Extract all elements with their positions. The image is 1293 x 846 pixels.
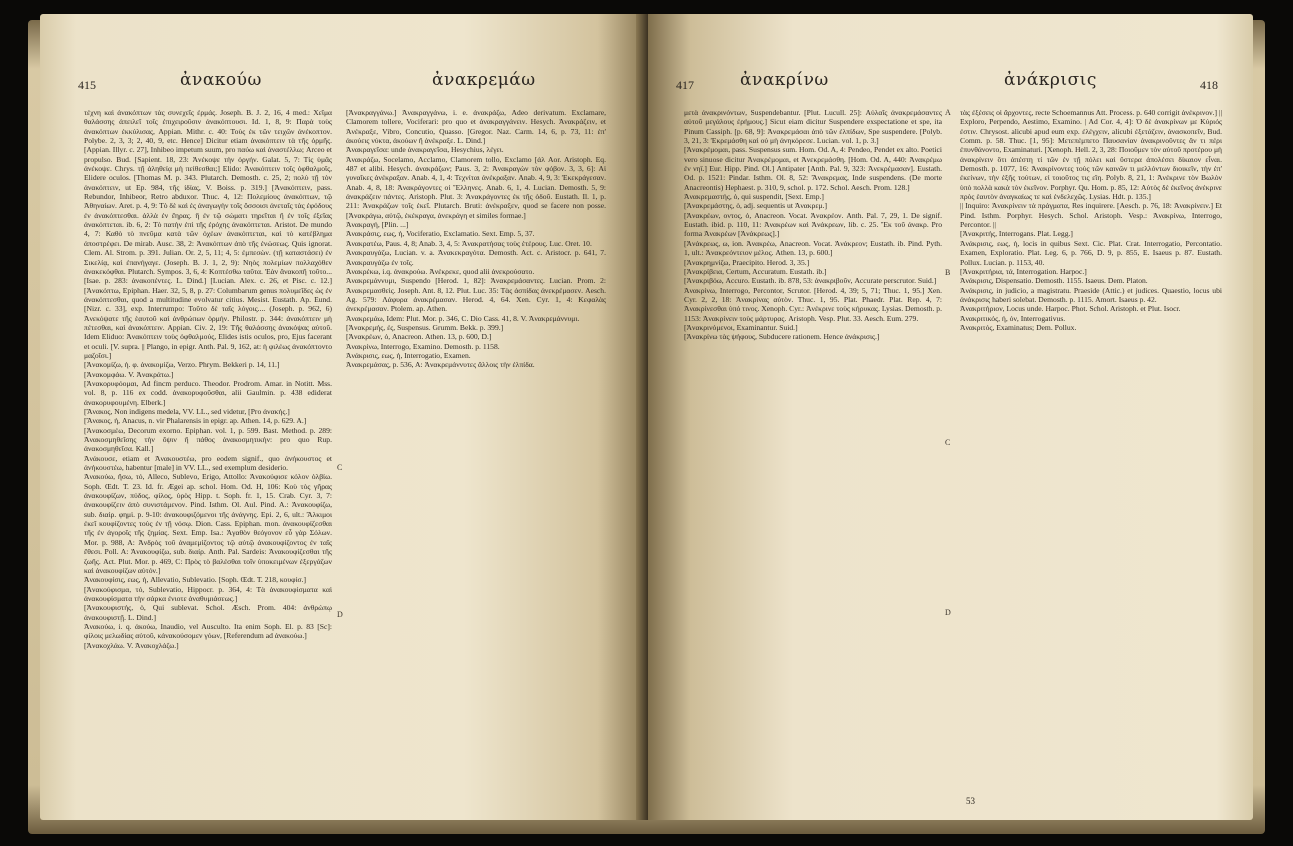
left-page-header bbox=[40, 72, 646, 98]
left-page-column-1: τέχνη καὶ ἀνακόπτων τὰς συνεχεῖς ἐρμάς. Joseph. B. J. 2, 16, 4 med.: Χεῖμα θαλάσσης ἀπειλεῖ τοῖς ἐπιχειροῦσιν ἀνακόπτουσι. Id. 1, 8, 9: Παρὰ τοὺς ἀνακόπτων ἐκκύλισας, Appian. Mithr. c. 40: Τοὺς ἐκ τῶν τειχῶν ἀνέκοπτον. Polybe. 2, 3, 3; 2, 40, 9, etc. Hence] Dicitur etiam ἀνακόπτειν τὰ τῆς ὁρμῆς. [Appian. Illyr. c. 27], Inhibeo impetum suum, pro παύω καὶ ἀναστέλλω; Arceo et propulso. Bud. [Sapient. 18, 23: Ἀνέκοψε τὴν ὀργήν. Galat. 5, 7: Τίς ὑμᾶς ἀνέκοψε. Chrys. τῇ ἀληθείᾳ μὴ πείθεσθαι;] Elido: Ἀνακόπτειν τοῖς ὀφθαλμοῖς, Elidere oculos. [Thomas M. p. 343. Plutarch. Demosth. c. 25, 2; πολὺ τῇ τὸν ἀνακόπτειν, ut Ep. 984, τῆς ἰδίας, V. Boiss. p. 319.] [Ἀνακόπτειν, pass. Rebundor, Inhibeor, Retro abduxor. Thuc. 4, 12: Πολεμίους ἀνακόπτων, τῷ Ἀθηναίων. Aret. p. 4, 9: Τὸ δὲ καὶ ἐς ἀναγωγὴν τοῖς ὄσσοισι ἀνεταῖς τὰς ἐφόδους ἐν ἀνακόπτεσθαι. ἀλλὰ ἐν ἔηρας. ἢ ἐν τῷ σώματι τηρεῖται ἢ ἐν τοῖς ἐξεῖας ἀνακόπτεται. ib. 6, 2: Τὸ πατὴν ἐπὶ τῆς ἐρόχης ἀνακόπτεται. Aristot. De mundo 4, 7: Καθὸ τὸ πνεῦμα κατὰ τῶν ὀχέων ἀνακόπτεται, καὶ τὸ κατέβλημα ἀποστρέφει. De mirab. Ausc. 38, 2: Ἀνακόπτων ἀπὸ τῆς ἐνώσεως. Quis ignorat. Clem. Al. Strom. p. 391. Julian. Or. 2, 5, 11; 4, 5: ἐμπεσὼν. (τῇ καταστάσει) ἐν Σικελίᾳ, καὶ ἐπανήγαγε. (Joseph. B. J. 1, 2, 9): Νηὸς πολεμίων πολλαχόθεν ἀνακεκόφθαι. Plutarch. Sympos. 3, 6, 4: Κοπτέσθω ταῦτα. Ἐὰν ἄνακοπῆ τοῦτο... [Isae. p. 283: ἀνακοπέντες. L. Dind.] [Lucian. Alex. c. 26, et Pisc. c. 12.] [Ἀνακόπτω, Epiphan. Haer. 32, 5, 8, p. 27: Columbarum genus πολυμεῖδες ὡς ἐν ἀνακόπτεσθαι, quod a multitudine evolvatur citius. Mesist. Eustath. Ap. Eund. [Nizr. c. 33], exp. Interrumpo: Τοῦτο δὲ ταῖς λόγοις.... (Joseph. p. 962, 6) Ἀνεκόψατε τῆς ἑαυτοῦ καὶ ἀνθρώπων ὁρμήν. Philostr. p. 344: ἀνακόπτειν μὴ πέτεσθαι, καὶ ἀνακόπτειν. Appian. Civ. 2, 19: Τῆς θαλάσσης ἀνακόψας αὐτοῦ. Idem Eliduo: Ἀνακόπτειν τοὺς ὀφθαλμούς, Elides istis oculos, pro, Ejus facerant et oculi. [V. supra. || Plango, in epigr. Anth. Pal. 9, 162, at: ἡ φιλέως ἀνακόπτοντο μαζοῖσι.] [Ἀνακομίζω, ἡ. φ. ἀνακομίζω, Verzo. Phrym. Bekkeri p. 14, 11.] [Ἀνακομφάω. V. Ἀνακράτω.] [Ἀνακορυφόομαι, Ad fincm perduco. Theodor. Prodrom. Amar. in Notitt. Mss. vol. 8, p. 116 ex codd. ἀνακορυφοῦσθαι, alii Gaulmin. p. 438 ediderat ἀνακορυφουμένη. Elberk.] [Ἄνακος, Non indigens medela, VV. LL., sed videtur, [Pro ἀνακής.] [Ἄνακος, ἡ, Anacus, n. vir Phalarensis in epigr. ap. Athen. 14, p. 629. A.] [Ἀνακοσμέω, Decorum exorno. Epiphan. vol. 1, p. 599. Bast. Method. p. 289: Ἀνακοσμηθεῖσης τὴν ὄψιν ἢ πάθος ἀνακοσμητικὴν: pro quo Rup. ἀνακοσμηθεῖσα. Kall.] Ἀνάκουσε, etiam et Ἀνακουστέω, pro eodem signif., quo ἀνήκουστος et ἀνήκουστέω, habentur [male] in VV. LL., sed exemplum desiderio. Ἀνακούω, ἤσω, τό, Alleco, Sublevo, Erigo, Attollo: Ἀνακούφισε κόλον ὀλβίω. Soph. Œdt. T. 23. Id. fr. Ægei ap. schol. Hom. Od. H, 106: Κοὺ τὸς γῆρας ἀνακουφίζων, πύδος, φίλος, ὑρὸς Hipp. t. Soph. fr. 1, 15. Crab. Cyr. 3, 7: ἀνακουφίζειν ἀπὸ συνιστάμενον. Pind. Isthm. Ol. Aul. Pind. A.: Ἀνακουφίζω, sub. διαίρ. φημὶ. p. 9-10: ἀνακουφιζόμενοι τῆς ἀνάγνης. Epi. 2, 6, ult.: Ἄλκιμοι ἐκεῖ κουφίζοντες τοὺς ἐν τῇ νόσῳ. Dion. Cass. Epiphan. mon. ἀνακουφίζεσθαι τῆς ἐν ἀγοροῖς τῆς ζημίας. Sext. Emp. Isa.: Ἀγαθὸν θεόγονον εὖ γὰρ Σόλων. Mor. p. 988, A: Ἀνδρὸς τοῦ ἀναμεμίζοντος τῷ αὐτῷ ἀνακουφίζοντος ἐν ταῖς ἔθεσι. Poll. A: Ἀνακουφίζω, sub. διαίρ. Anth. Pal. Sardeis: Ἀνακουφίζεσθαι τῆς ζωῆς. Act. Plut. Mor. p. 469, C: Πρὸς τὸ βαλέσθαι τοῖν ὑποκειμένων ἐξεργάζων καὶ ἀνακουφίζων αὐτόν.] Ἀνακουφίσις, εως, ἡ, Allevatio, Sublevatio. [Soph. Œdt. T. 218, κουφίσ.] [Ἀνακούφισμα, τό, Sublevatio, Hippocr. p. 364, 4: Τὰ ἀνακουφίσματα καὶ ἀνακουφίσματα τὴν σάρκα ἐνιοτε ἀναθυμιάσεως.] [Ἀνακουφιστής, ὁ, Qui sublevat. Schol. Æsch. Prom. 404: ἀνθρώπῳ ἀνακουφιστῇ. L. Dind.] Ἀνακούω, i. q. ἀκούω, Inaudio, vel Ausculto. Ita enim Soph. El. p. 83 [Sc]: φίλοις μελωδίας αὐτοῦ, κἀνακούσομεν γόων, [Referendum ad ἀνακούω.] [Ἀνακοχλάω. V. Ἀνακοχλάζω.] bbox=[84, 108, 332, 650]
right-page-column-2: τὰς ἐξέσεις οἱ ἄρχοντες, recte Schoemannus Att. Process. p. 640 corrigit ἀνέκρινον.] || Exploro, Perpendo, Aestimo, Examino. | Ad Cor. 4, 4]: Ὁ δὲ ἀνακρίνων με Κύριός ἐστιν. Chrysost. alicubi apud eum exp. ἐλέγχειν, alicubi ἐξετάζειν, ἀνασκοπεῖν, Bud. Comm. p. 58. Thuc. [1, 95]: Μετεπέμπετο Παυσανίαν ἀνακρινοῦντες ἂν τι πέρι ἐπυνθάνοντο, Examinaturi. [Xenoph. Hell. 2, 3, 28: Ποιοῦμεν τὸν αὐτοῦ προτέρου μὴ ἀνακρίνειν ὅτι ἀπέστη τί τῶν ἐν τῇ πόλει καὶ ὕστερα ἀπολέσει δίκαιον εἶναι. Demosth. p. 1077, 16: Ἀνακρίνοντες τοὺς τῶν καινῶν τι μελλόντων διοικεῖν, τὴν ἐπ' ἐκείνων, τὴν ἑξῆς τούτων, εἰ τοιοῦτος τις εἴη. Polyb. 8, 21, 1: Ἀνέκρινε τὸν Βωλὸν ὑπὸ πολλὰ κακὰ τὸν ἐκεῖνον. Porphyr. Qu. Hom. p. 85, 12: Αὐτὸς δὲ ἐκεῖνος ἀνέκρινε πρὸς ἑαυτὸν ἀναγκαίως τε καὶ ἐνδελεχῶς. Lysias. Hdt. p. 135.] || Inquiro: Ἀνακρίνειν τὰ πράγματα, Res inquirere. [Aesch. p. 76, 18: Ἀνακρίνειν.] Et Pind. Isthm. Porphyr. Hesych. Schol. Aristoph. Vesp.: Ἀνακρίνω, Interrogo, Percontor. || [Ἀνακριτής, Interrogans. Plat. Legg.] Ἀνάκρισις, εως, ἡ, locis in quibus Sext. Cic. Plat. Crat. Interrogatio, Percontatio. Examen, Exploratio. Plat. Leg. 6, p. 766, D. 9, p. 855, E. Isaeus p. 87. Eustath. Pollux. Lucian. p. 1153, 40. [Ἀνακριτήρια, τά, Interrogation. Harpoc.] Ἀνάκρισις, Dispensatio. Demosth. 1155. Isaeus. Dem. Platon. Ἀνάκρισις, in judicio, a magistratu. Praeside (Attic.) et judices. Quaestio, locus ubi ἀνάκρισις haberi solebat. Demosth. p. 1115. Amort. Isaeus p. 42. Ἀνακριτήριον, Locus unde. Harpoc. Phot. Schol. Aristoph. et Plut. Isocr. Ἀνακριτικός, ή, όν, Interrogativus. Ἀνακριτός, Examinatus; Dem. Pollux. bbox=[960, 108, 1222, 332]
margin-mark-d: D bbox=[337, 610, 343, 619]
right-page-columns bbox=[648, 108, 1253, 820]
margin-mark-d-right: D bbox=[945, 608, 951, 617]
left-headword-right: ἀνακρεμάω bbox=[432, 70, 536, 90]
right-page-left-number: 417 bbox=[676, 78, 694, 92]
margin-mark-c: C bbox=[337, 463, 343, 472]
right-headword-right: ἀνάκρισις bbox=[1004, 70, 1097, 90]
left-page-columns bbox=[40, 108, 646, 820]
right-headword-left: ἀνακρίνω bbox=[740, 70, 829, 90]
left-page bbox=[40, 14, 646, 820]
right-page-column-1: μετὰ ἀνακρινόντων, Suspendebantur. [Plut. Lucull. 25]: Αὐλαῖς ἀνακρεμάσαντες αὐτοῦ μεγάλους ἐρήμους.] Sicut eiam dicitur Suspendere exspectatione et spe, ita Pinum Cassiph. [p. 68, 9]: Ἀνακρεμάσαι ἀπὸ τῶν ἐλπίδων, Spe suspendere. [Polyb. 3, 21, 3: Ἐκρεμάσθη καὶ οὐ μὴ ἀνηκόρεσε. Lucian. vol. 1, p. 3.] [Ἀνακρέμομαι, pass. Suspensus sum. Hom. Od. A, 4: Pendeo, Pendet ex alto. Poetici vero sinuose dicitur Ἀνακρέμομαι, et Ἀνεκρεμάσθη. [Hom. Od. A, 440: Ἀνακρέμω ἐν νηΐ.] Eur. Hipp. Pind. Ol.] Antipater [Anth. Pal. 9, 323: Ἀνεκρέμασαν]. Eustath. Od. p. 1521: Pindar. Isthm. Ol. 8, 52: Ἄνακρεμας, Inde suspendens. (De morte Anacreontis) Hephaest. p. 310, 9, schol. p. 172. Schol. Aesch. Prom. 128.] Ἀνακρεμαστής, ὁ, qui suspendit, [Sext. Emp.] [Ἀνακρεμάστης, ὁ, adj. sequentis ut Ἀνακρεμ.] [Ἀνακρέων, οντος, ὁ, Anacreon. Vocat. Ἀνακρέον. Anth. Pal. 7, 29, 1. De signif. Eustath. ibid. p. 110, 11: Ἀνακρέων καὶ Ἀνάκρεων, lib. c. 25. Ἔκ τοῦ ἀνακρ. Pro forma Ἀνακρέων [Ἀνάκρεως].] [Ἀνάκρεως, ω, ion. Ἀνακρέω, Anacreon. Vocat. Ἀνάκρεον; Eustath. ib. Pind. Pyth. 1, ult.: Ἀνακρεόντειον μέλος. Athen. 13, p. 600.] [Ἀνακρημνίζω, Praecipito. Herod. 3, 35.] [Ἀνακρίβεια, Certum, Accuratum. Eustath. ib.] [Ἀνακριβόω, Accuro. Eustath. ib. 878, 53: ἀνακριβοῦν, Accurate perscrutor. Suid.] Ἀνακρίνω, Interrogo, Percontor, Scrutor. [Herod. 4, 39; 5, 71; Thuc. 1, 95.] Χen. Cyr. 2, 2, 18: Ἀνακρίνας αὐτὸν. Thuc. 1, 95. Plat. Phaedr. Plat. Rep. 4, 7: Ἀνακρίνεσθαι ὑπό τινος. Xenoph. Cyr.: Ἀνέκρινε τοὺς κήρυκας. Lysias. Demosth. p. 1153: Ἀνακρίνειν τοὺς μάρτυρας. Aristoph. Vesp. Plut. 33. Aesch. Eum. 279. [Ἀνακρινόμενοι, Examinantur. Suid.] [Ἀνακρίνω τὰς ψήφους, Subducere rationem. Hence ἀνάκρισις.] bbox=[684, 108, 942, 342]
left-headword-left: ἀνακούω bbox=[180, 70, 262, 90]
left-page-number: 415 bbox=[78, 78, 96, 92]
right-page-number: 418 bbox=[1200, 78, 1218, 92]
left-page-column-2: [Ἀνακραγγάνω.] Ἀνακραγγάνω, i. e. ἀνακράζω, Adeo derivatum. Exclamare, Clamorem tollere, Vociferari: pro quo et ἀνακραγγάνειν. Hesych. Ἀνακράζειν, et Ἀνέκραξε, Vibro, Concutio, Quasso. [Gregor. Naz. Carm. 14, 6, p. 73, 11: ἐπ' ἀκούεις νύκτα, ἀκούων ἢ ἀνέκραξε. L. Dind.] Ἀνακραγεῖσα: unde ἀνακραγεῖσα, Hesychius, λέγει. Ἀνακράζω, Socelamo, Acclamo, Clamorem tollo, Exclamo [ἀλ Aor. Aristoph. Eq. 487 et alibi. Hesych. ἀνακράζων; Paus. 3, 2: Ἀνακραγὼν τὸν φόβον. 3, 3, 6]: Αἱ γυναῖκες ἀνέκραξαν. Anab. 4, 1, 4: Τεχνίται ἀνέκραξαν. Anab. 4, 9, 3: Ἐκεκράγεσαν. Anab. 4, 8, 18: Ἀνακράγοντες οἱ Ἕλληνες. Anab. 6, 1, 4. Lucian. Demosth. 5, 9: ἀνακράζειν πάντες. Aristoph. Plut. 3: Ἀνακράγοντες ἐκ τῆς ὁδοῦ. Eustath. Il. 1, p. 211: Ἀνακράζων τοῖς ἐκεῖ. Plutarch. Bruti: ἀνέκραξεν, quod se facere non posse. [Ἀνακράγω, αὐτῷ, ἐκέκραγα, ἀνεκράγη et similes formae.] Ἀνακραγή, [Plin. ...] Ἀνακράσις, εως, ἡ, Vociferatio, Exclamatio. Sext. Emp. 5, 37. Ἀνακρατέω, Paus. 4, 8; Anab. 3, 4, 5: Ἀνακρατήσας τοὺς ἑτέρους. Luc. Oret. 10. Ἀνακραυγάζω, Lucian. v. a. Ἀνακεκραγότα. Demosth. Act. c. Aristocr. p. 641, 7. Ἀνακραυγάζω ἐν τοῖς. Ἀνακρέκω, i.q. ἀνακρούω. Ἀνέκρεκε, quod alii ἀνεκρούσατο. Ἀνακρεμάννυμι, Suspendo [Herod. 1, 82]: Ἀνακρεμάσαντες. Lucian. Prom. 2: Ἀνακρεμασθεὶς. Joseph. Ant. 8, 12. Plut. Luc. 35: Τὰς ἀσπίδας ἀνεκρέμασεν. Aesch. Ag. 579: Λάφυρα ἀνακρέμασαν. Herod. 4, 64. Xen. Cyr. 1, 4: Κεφαλὰς ἀνεκρέμασαν. Ptolem. ap. Athen. Ἀνακρεμάω, Idem: Plut. Mor. p. 346, C. Dio Cass. 41, 8. V. Ἀνακρεμάννυμι. [Ἀνακρεμής, ές, Suspensus. Grumm. Bekk. p. 399.] [Ἀνακρέων, ὁ, Anacreon. Athen. 13, p. 600, D.] Ἀνακρίνω, Interrogo, Examino. Demosth. p. 1158. Ἀνάκρισις, εως, ἡ, Interrogatio, Examen. Ἀνακρεμάσας, p. 536, A: Ἀνακρεμάννυτες ἄλλοις τὴν ἐλπίδα. bbox=[346, 108, 606, 370]
margin-mark-c-right: C bbox=[945, 438, 951, 447]
right-page-header bbox=[648, 72, 1253, 98]
right-page bbox=[648, 14, 1253, 820]
margin-mark-a: A bbox=[945, 108, 951, 117]
margin-mark-b: B bbox=[945, 268, 951, 277]
signature-mark: 53 bbox=[966, 796, 975, 806]
open-book bbox=[28, 14, 1265, 834]
